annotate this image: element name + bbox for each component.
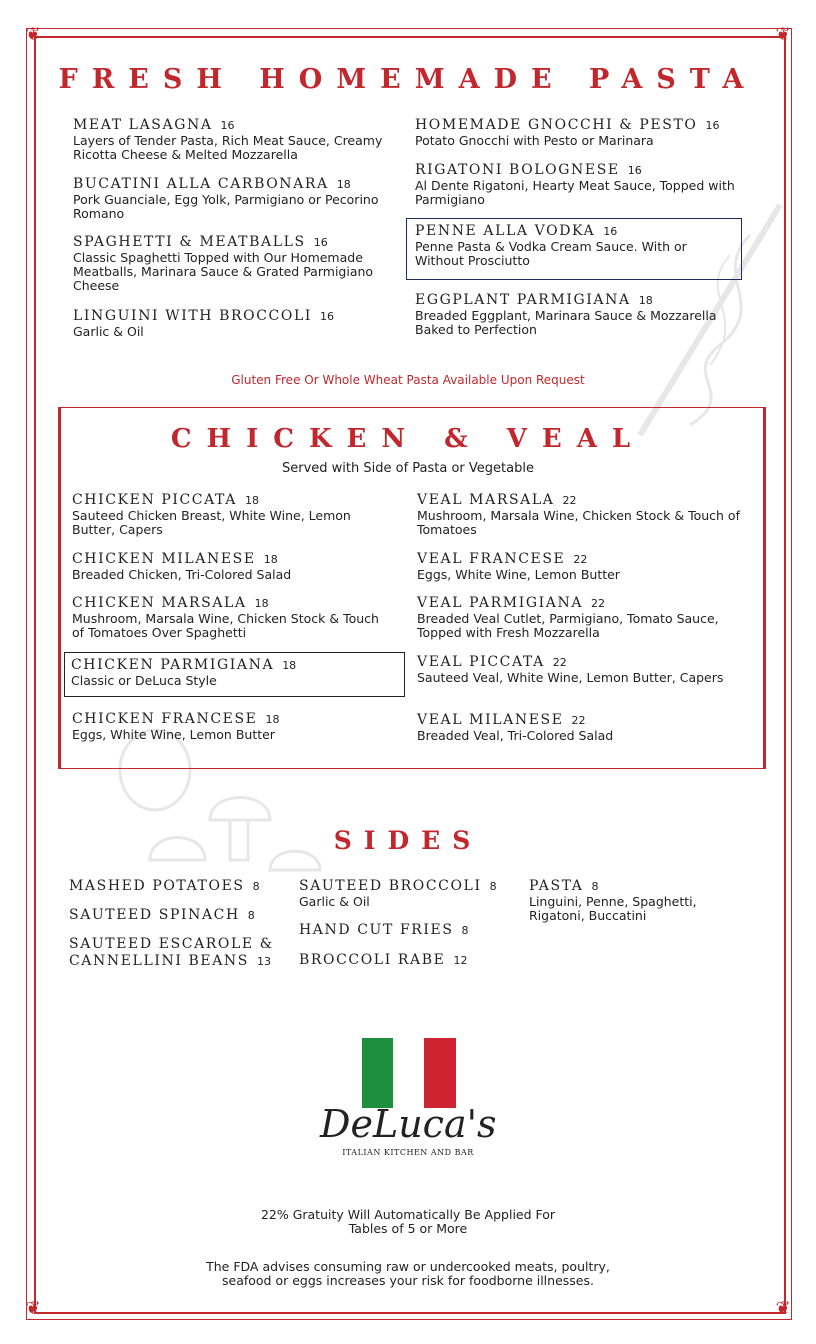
item-price: 18 [265, 713, 280, 726]
corner-ornament-icon: ❦ [775, 1298, 791, 1319]
item-price: 18 [254, 597, 269, 610]
item-price: 22 [562, 494, 577, 507]
pasta-note: Gluten Free Or Whole Wheat Pasta Available Upon Request [231, 373, 585, 387]
item-price: 16 [319, 310, 334, 323]
side-item: HAND CUT FRIES 8 [299, 922, 469, 938]
logo [320, 1038, 496, 1162]
menu-item: CHICKEN MARSALA 18 Mushroom, Marsala Wine, Chicken Stock & Touch of Tomatoes Over Spaghetti [72, 595, 392, 640]
item-description: Pork Guanciale, Egg Yolk, Parmigiano or Pecorino Romano [73, 192, 379, 221]
side-item: SAUTEED BROCCOLI 8 Garlic & Oil [299, 878, 524, 909]
fda-advisory: The FDA advises consuming raw or undercooked meats, poultry, seafood or eggs increases your risk for foodborne illnesses. [206, 1259, 610, 1288]
logo-tagline: ITALIAN KITCHEN AND BAR [342, 1148, 474, 1157]
menu-item: CHICKEN MILANESE 18 Breaded Chicken, Tri-Colored Salad [72, 551, 392, 582]
item-description: Penne Pasta & Vodka Cream Sauce. With or Without Prosciutto [415, 239, 687, 268]
italian-flag-icon [362, 1038, 456, 1108]
item-price: 16 [313, 236, 328, 249]
item-description: Mushroom, Marsala Wine, Chicken Stock & Touch of Tomatoes [417, 508, 740, 537]
item-price: 8 [489, 880, 497, 893]
item-description: Classic or DeLuca Style [71, 673, 217, 688]
item-price: 18 [263, 553, 278, 566]
item-price: 16 [627, 164, 642, 177]
menu-item: VEAL FRANCESE 22 Eggs, White Wine, Lemon Butter [417, 551, 747, 582]
menu-item: VEAL PICCATA 22 Sauteed Veal, White Wine, Lemon Butter, Capers [417, 654, 747, 685]
corner-ornament-icon: ❦ [25, 1298, 41, 1319]
item-price: 16 [220, 119, 235, 132]
item-price: 8 [461, 924, 469, 937]
item-price: 8 [252, 880, 260, 893]
item-description: Eggs, White Wine, Lemon Butter [417, 567, 620, 582]
item-price: 18 [244, 494, 259, 507]
item-price: 8 [591, 880, 599, 893]
item-description: Breaded Chicken, Tri-Colored Salad [72, 567, 292, 582]
menu-item: EGGPLANT PARMIGIANA 18 Breaded Eggplant, Marinara Sauce & Mozzarella Baked to Perfection [415, 292, 735, 337]
item-description: Breaded Veal, Tri-Colored Salad [417, 728, 614, 743]
menu-item: CHICKEN PICCATA 18 Sauteed Chicken Breast, White Wine, Lemon Butter, Capers [72, 492, 392, 537]
sides-section-title: SIDES [333, 826, 483, 855]
item-price: 12 [453, 954, 468, 967]
item-description: Potato Gnocchi with Pesto or Marinara [415, 133, 654, 148]
item-price: 8 [247, 909, 255, 922]
item-description: Breaded Eggplant, Marinara Sauce & Mozzarella Baked to Perfection [415, 308, 717, 337]
item-description: Classic Spaghetti Topped with Our Homemade Meatballs, Marinara Sauce & Grated Parmigiano Cheese [73, 250, 374, 293]
item-price: 16 [705, 119, 720, 132]
item-price: 18 [336, 178, 351, 191]
gratuity-notice: 22% Gratuity Will Automatically Be Applied For Tables of 5 or More [260, 1207, 556, 1236]
logo-name: DeLuca's [320, 1102, 497, 1146]
menu-item: RIGATONI BOLOGNESE 16 Al Dente Rigatoni, Hearty Meat Sauce, Topped with Parmigiano [415, 162, 735, 207]
menu-item: BUCATINI ALLA CARBONARA 18 Pork Guanciale, Egg Yolk, Parmigiano or Pecorino Romano [73, 176, 383, 221]
chicken-veal-section-title: CHICKEN & VEAL [170, 424, 646, 454]
item-description: Mushroom, Marsala Wine, Chicken Stock & Touch of Tomatoes Over Spaghetti [72, 611, 379, 640]
side-item: BROCCOLI RABE 12 [299, 952, 468, 968]
side-item: PASTA 8 Linguini, Penne, Spaghetti, Rigatoni, Buccatini [529, 878, 749, 923]
item-price: 22 [571, 714, 586, 727]
item-price: 22 [573, 553, 588, 566]
featured-menu-item: PENNE ALLA VODKA 16 Penne Pasta & Vodka Cream Sauce. With or Without Prosciutto [406, 218, 742, 280]
item-price: 16 [603, 225, 618, 238]
menu-item: VEAL PARMIGIANA 22 Breaded Veal Cutlet, Parmigiano, Tomato Sauce, Topped with Fresh Mozzarella [417, 595, 747, 640]
menu-item: CHICKEN FRANCESE 18 Eggs, White Wine, Lemon Butter [72, 711, 392, 742]
item-description: Garlic & Oil [73, 324, 144, 339]
item-description: Sauteed Chicken Breast, White Wine, Lemon Butter, Capers [72, 508, 351, 537]
item-price: 22 [591, 597, 606, 610]
menu-item: HOMEMADE GNOCCHI & PESTO 16 Potato Gnocchi with Pesto or Marinara [415, 117, 755, 148]
corner-ornament-icon: ❦ [775, 24, 791, 45]
item-description: Al Dente Rigatoni, Hearty Meat Sauce, Topped with Parmigiano [415, 178, 735, 207]
side-item: SAUTEED SPINACH 8 [69, 907, 255, 923]
featured-menu-item: CHICKEN PARMIGIANA 18 Classic or DeLuca Style [64, 652, 405, 697]
item-description: Garlic & Oil [299, 894, 370, 909]
item-price: 22 [552, 656, 567, 669]
menu-item: SPAGHETTI & MEATBALLS 16 Classic Spaghetti Topped with Our Homemade Meatballs, Marinara Sauce & Grated Parmigiano Cheese [73, 234, 383, 293]
item-description: Linguini, Penne, Spaghetti, Rigatoni, Buccatini [529, 894, 697, 923]
side-item: MASHED POTATOES 8 [69, 878, 260, 894]
item-description: Sauteed Veal, White Wine, Lemon Butter, Capers [417, 670, 724, 685]
side-item: SAUTEED ESCAROLE & CANNELLINI BEANS 13 [69, 936, 274, 969]
menu-item: MEAT LASAGNA 16 Layers of Tender Pasta, Rich Meat Sauce, Creamy Ricotta Cheese & Melted Mozzarella [73, 117, 403, 162]
menu-item: VEAL MARSALA 22 Mushroom, Marsala Wine, Chicken Stock & Touch of Tomatoes [417, 492, 747, 537]
corner-ornament-icon: ❦ [25, 24, 41, 45]
menu-item: VEAL MILANESE 22 Breaded Veal, Tri-Colored Salad [417, 712, 747, 743]
item-price: 18 [282, 659, 297, 672]
menu-item: LINGUINI WITH BROCCOLI 16 Garlic & Oil [73, 308, 393, 339]
chicken-veal-subtitle: Served with Side of Pasta or Vegetable [282, 461, 534, 476]
pasta-section-title: FRESH HOMEMADE PASTA [58, 64, 758, 95]
item-description: Eggs, White Wine, Lemon Butter [72, 727, 275, 742]
item-price: 18 [638, 294, 653, 307]
item-price: 13 [256, 955, 271, 968]
item-description: Breaded Veal Cutlet, Parmigiano, Tomato Sauce, Topped with Fresh Mozzarella [417, 611, 719, 640]
item-description: Layers of Tender Pasta, Rich Meat Sauce, Creamy Ricotta Cheese & Melted Mozzarella [73, 133, 383, 162]
